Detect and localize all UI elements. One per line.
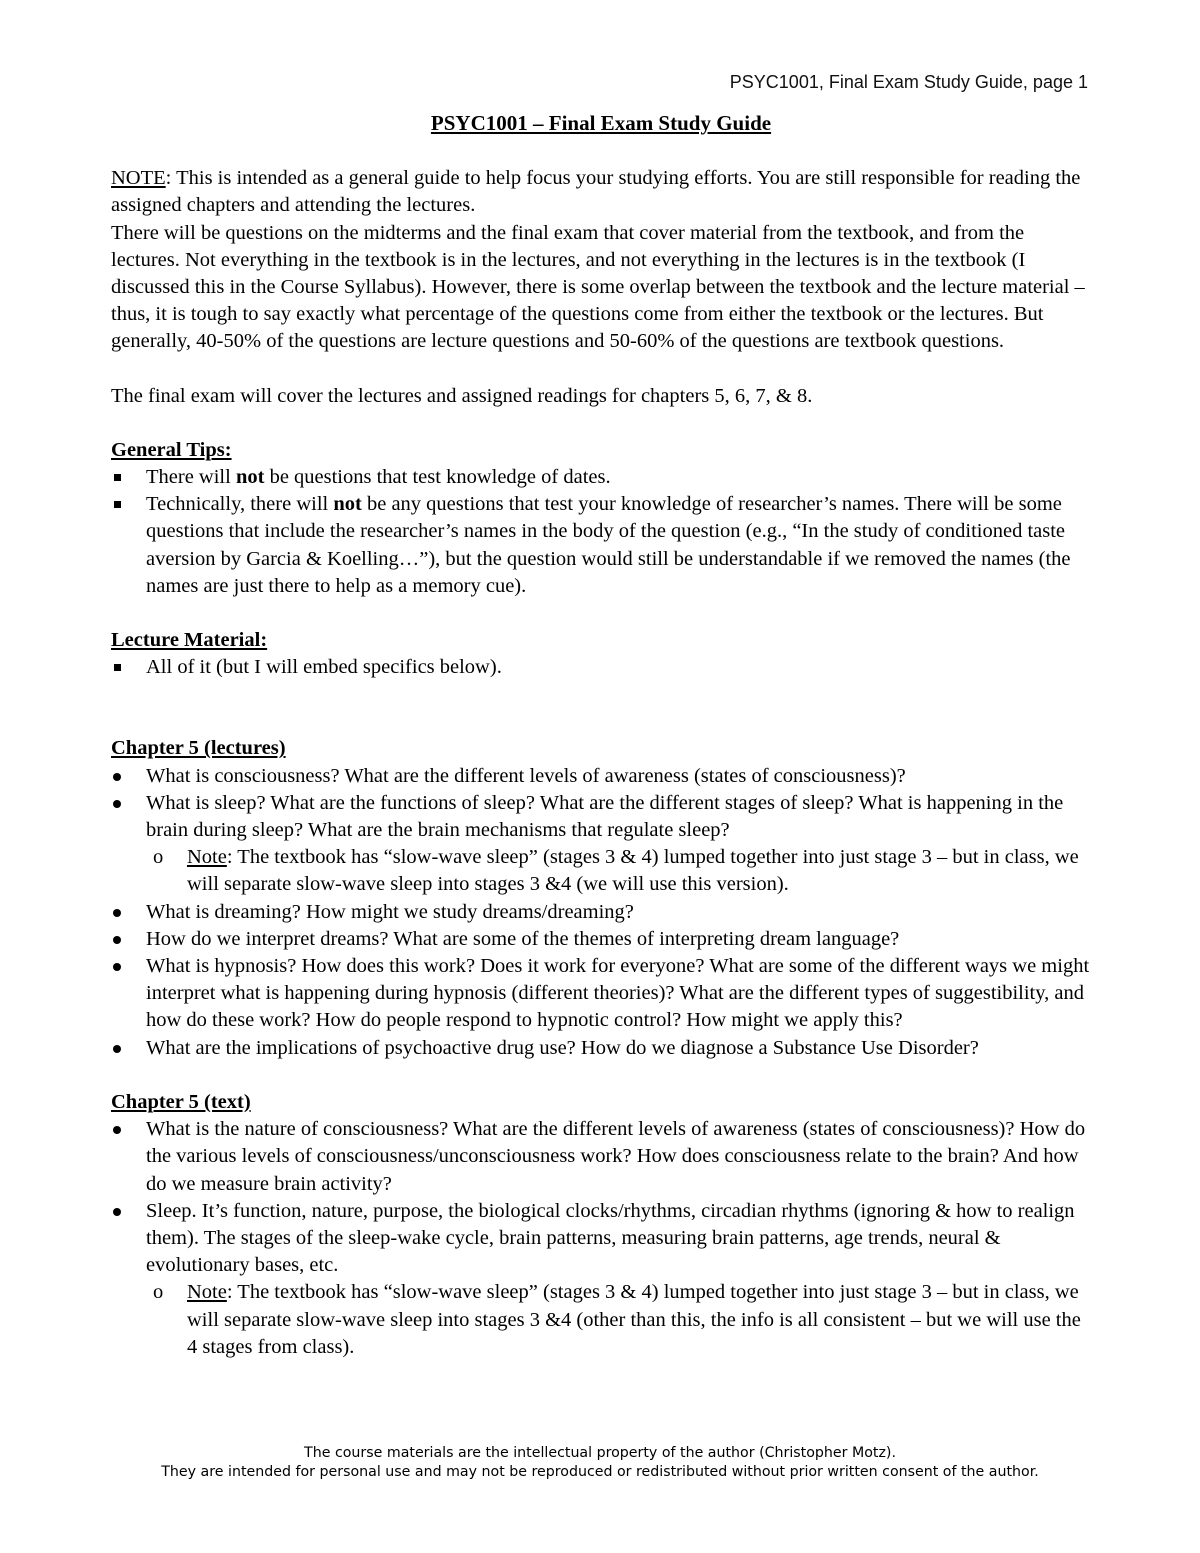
lecture-material-list xyxy=(111,654,1091,681)
final-exam-paragraph: The final exam will cover the lectures and assigned readings for chapters 5, 6, 7, & 8. xyxy=(111,384,813,407)
sub-list-item: o Note: The textbook has “slow-wave sleep” (stages 3 & 4) lumped together into just stage 3 – but in class, we will separate slow-wave sleep into stages 3 &4 (we will use this version). xyxy=(153,846,1079,896)
list-item: What are the implications of psychoactive drug use? How do we diagnose a Substance Use Disorder? xyxy=(111,1035,1091,1062)
footer-line-2: They are intended for personal use and may not be reproduced or redistributed without prior written consent of the author. xyxy=(161,1464,1039,1480)
list-item: Sleep. It’s function, nature, purpose, the biological clocks/rhythms, circadian rhythms (ignoring & how to realign them). The stages of the sleep-wake cycle, brain patterns, measuring brain patterns, age trends, neural & evolutionary bases, etc. xyxy=(111,1198,1091,1280)
list-item: What is dreaming? How might we study dreams/dreaming? xyxy=(111,899,1091,926)
list-item: There will not be questions that test knowledge of dates. xyxy=(111,464,1091,491)
chapter5-text-list xyxy=(111,1116,1091,1361)
list-item: What is sleep? What are the functions of sleep? What are the different stages of sleep? What is happening in the brain during sleep? What are the brain mechanisms that regulate sleep? xyxy=(111,790,1091,844)
lecture-material-heading: Lecture Material: xyxy=(111,629,268,652)
running-header: PSYC1001, Final Exam Study Guide, page 1 xyxy=(729,72,1088,92)
note-text: : This is intended as a general guide to help focus your studying efforts. You are still responsible for reading the assigned chapters and attending the lectures. xyxy=(111,167,1081,217)
footer-line-1: The course materials are the intellectual property of the author (Christopher Motz). xyxy=(304,1445,896,1461)
list-item: What is the nature of consciousness? What are the different levels of awareness (states of consciousness)? How do the various levels of consciousness/unconsciousness work? How does consciousness relate to the brain? And how do we measure brain activity? xyxy=(111,1116,1091,1198)
sub-list-item: o Note: The textbook has “slow-wave sleep” (stages 3 & 4) lumped together into just stage 3 – but in class, we will separate slow-wave sleep into stages 3 &4 (other than this, the info is all consistent – but we will use the 4 stages from class). xyxy=(153,1281,1081,1358)
copyright-footer xyxy=(0,1444,1200,1482)
note-paragraph xyxy=(111,165,1091,219)
questions-paragraph: There will be questions on the midterms and the final exam that cover material from the textbook, and from the lectures. Not everything in the textbook is in the lectures, and not everything in the lectures is in the textbook (I discussed this in the Course Syllabus). However, there is some overlap between the textbook and the lecture material – thus, it is tough to say exactly what percentage of the questions come from either the textbook or the lectures. But generally, 40-50% of the questions are lecture questions and 50-60% of the questions are textbook questions. xyxy=(111,221,1085,353)
list-item: What is hypnosis? How does this work? Does it work for everyone? What are some of the different ways we might interpret what is happening during hypnosis (different theories)? What are the different types of suggestibility, and how do these work? How do people respond to hypnotic control? How might we apply this? xyxy=(111,953,1091,1035)
document-title: PSYC1001 – Final Exam Study Guide xyxy=(430,111,772,135)
chapter5-lectures-list xyxy=(111,763,1091,1062)
list-item: Technically, there will not be any questions that test your knowledge of researcher’s names. There will be some questions that include the researcher’s names in the body of the question (e.g., “In the study of conditioned taste aversion by Garcia & Koelling…”), but the question would still be understandable if we removed the names (the names are just there to help as a memory cue). xyxy=(111,491,1091,600)
list-item: All of it (but I will embed specifics below). xyxy=(111,654,1091,681)
general-tips-list xyxy=(111,464,1091,600)
chapter5-text-heading: Chapter 5 (text) xyxy=(111,1090,251,1113)
general-tips-heading: General Tips: xyxy=(111,438,232,461)
note-label: NOTE xyxy=(111,167,166,190)
document-body xyxy=(111,110,1091,1361)
chapter5-lectures-heading: Chapter 5 (lectures) xyxy=(111,737,286,760)
list-item: How do we interpret dreams? What are some of the themes of interpreting dream language? xyxy=(111,926,1091,953)
list-item: What is consciousness? What are the different levels of awareness (states of consciousness)? xyxy=(111,763,1091,790)
